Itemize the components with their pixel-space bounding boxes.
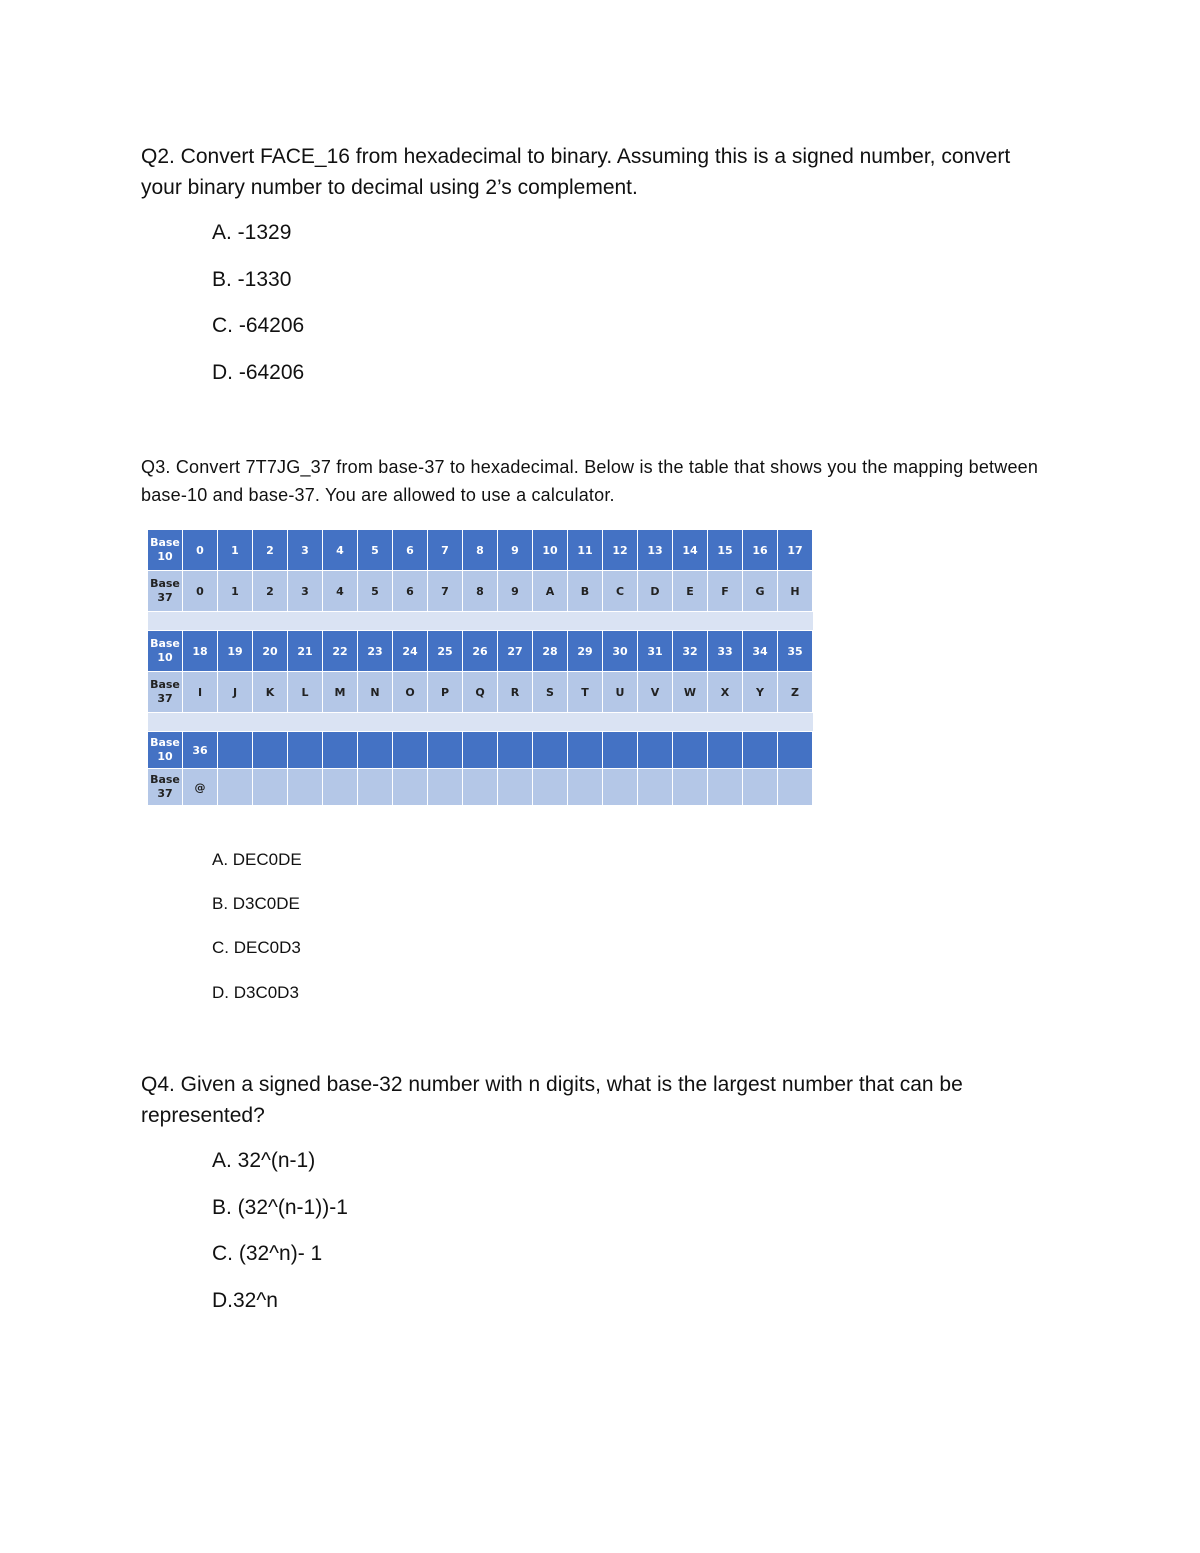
table-cell: 2 xyxy=(253,571,288,612)
table-cell: @ xyxy=(183,769,218,806)
table-cell xyxy=(603,732,638,769)
table-cell xyxy=(498,769,533,806)
table-cell: 6 xyxy=(393,530,428,571)
table-row xyxy=(148,631,813,672)
table-cell: 23 xyxy=(358,631,393,672)
table-cell xyxy=(708,769,743,806)
table-cell xyxy=(638,769,673,806)
table-cell xyxy=(568,732,603,769)
table-cell: 19 xyxy=(218,631,253,672)
table-cell: 26 xyxy=(463,631,498,672)
q2-option-a: A. -1329 xyxy=(212,221,292,244)
table-cell: 3 xyxy=(288,530,323,571)
table-row xyxy=(148,672,813,713)
q3-option-a: A. DEC0DE xyxy=(212,850,302,869)
table-cell: D xyxy=(638,571,673,612)
table-cell: 14 xyxy=(673,530,708,571)
row-header-base37: Base 37 xyxy=(148,571,183,612)
table-row xyxy=(148,530,813,571)
table-cell: 13 xyxy=(638,530,673,571)
table-cell xyxy=(743,732,778,769)
table-cell: 8 xyxy=(463,530,498,571)
table-cell xyxy=(603,769,638,806)
table-cell: 8 xyxy=(463,571,498,612)
table-cell: N xyxy=(358,672,393,713)
q4-option-b: B. (32^(n-1))-1 xyxy=(212,1196,348,1219)
table-cell: 31 xyxy=(638,631,673,672)
table-cell xyxy=(393,769,428,806)
table-cell: X xyxy=(708,672,743,713)
table-cell: K xyxy=(253,672,288,713)
base-mapping-table xyxy=(148,530,813,806)
table-cell: 32 xyxy=(673,631,708,672)
table-cell: 1 xyxy=(218,571,253,612)
table-cell: F xyxy=(708,571,743,612)
table-cell xyxy=(428,769,463,806)
table-cell: P xyxy=(428,672,463,713)
table-cell: A xyxy=(533,571,568,612)
q3-option-b: B. D3C0DE xyxy=(212,894,300,913)
table-cell: M xyxy=(323,672,358,713)
row-header-base37: Base 37 xyxy=(148,769,183,806)
row-header-base10: Base 10 xyxy=(148,530,183,571)
table-cell: 18 xyxy=(183,631,218,672)
table-cell: V xyxy=(638,672,673,713)
table-spacer-row xyxy=(148,713,813,732)
table-cell: 36 xyxy=(183,732,218,769)
table-cell: 0 xyxy=(183,530,218,571)
table-cell: S xyxy=(533,672,568,713)
table-cell xyxy=(428,732,463,769)
table-cell: B xyxy=(568,571,603,612)
table-row xyxy=(148,769,813,806)
q2-option-d: D. -64206 xyxy=(212,361,305,384)
table-cell: 33 xyxy=(708,631,743,672)
table-cell xyxy=(253,769,288,806)
table-cell: R xyxy=(498,672,533,713)
table-cell: 17 xyxy=(778,530,813,571)
q2-question: Q2. Convert FACE_16 from hexadecimal to binary. Assuming this is a signed number, convert your binary number to decimal using 2’s complement. xyxy=(141,145,1011,199)
table-cell: H xyxy=(778,571,813,612)
q3-option-d: D. D3C0D3 xyxy=(212,983,299,1002)
table-cell: 12 xyxy=(603,530,638,571)
table-cell xyxy=(323,769,358,806)
table-cell xyxy=(673,769,708,806)
table-cell: 30 xyxy=(603,631,638,672)
table-cell xyxy=(358,732,393,769)
table-cell: J xyxy=(218,672,253,713)
table-cell xyxy=(568,769,603,806)
q4-option-c: C. (32^n)- 1 xyxy=(212,1242,323,1265)
table-cell: G xyxy=(743,571,778,612)
q4-option-a: A. 32^(n-1) xyxy=(212,1149,316,1172)
table-cell xyxy=(533,732,568,769)
row-header-base10: Base 10 xyxy=(148,732,183,769)
table-cell: 3 xyxy=(288,571,323,612)
table-cell: 22 xyxy=(323,631,358,672)
table-cell xyxy=(393,732,428,769)
table-cell: 24 xyxy=(393,631,428,672)
table-cell: 0 xyxy=(183,571,218,612)
table-cell: 4 xyxy=(323,571,358,612)
table-cell xyxy=(638,732,673,769)
table-cell: 9 xyxy=(498,530,533,571)
table-cell: W xyxy=(673,672,708,713)
table-cell xyxy=(708,732,743,769)
table-cell xyxy=(218,732,253,769)
table-cell: 5 xyxy=(358,530,393,571)
table-cell: 10 xyxy=(533,530,568,571)
table-cell xyxy=(253,732,288,769)
table-cell xyxy=(288,732,323,769)
table-cell xyxy=(288,769,323,806)
table-cell: T xyxy=(568,672,603,713)
table-cell: 28 xyxy=(533,631,568,672)
table-cell: U xyxy=(603,672,638,713)
table-cell: 7 xyxy=(428,571,463,612)
q2-option-c: C. -64206 xyxy=(212,314,305,337)
table-cell: E xyxy=(673,571,708,612)
table-cell: 5 xyxy=(358,571,393,612)
q3-question: Q3. Convert 7T7JG_37 from base-37 to hexadecimal. Below is the table that shows you the mapping between base-10 and base-37. You are allowed to use a calculator. xyxy=(141,457,1039,505)
table-cell: C xyxy=(603,571,638,612)
table-cell: 25 xyxy=(428,631,463,672)
table-cell: I xyxy=(183,672,218,713)
table-cell xyxy=(358,769,393,806)
table-cell: L xyxy=(288,672,323,713)
q2-option-b: B. -1330 xyxy=(212,268,292,291)
table-cell: 2 xyxy=(253,530,288,571)
table-row xyxy=(148,732,813,769)
table-cell xyxy=(673,732,708,769)
table-cell: 16 xyxy=(743,530,778,571)
table-cell xyxy=(533,769,568,806)
row-header-base10: Base 10 xyxy=(148,631,183,672)
table-row xyxy=(148,571,813,612)
q4-option-d: D.32^n xyxy=(212,1289,278,1312)
table-cell: 15 xyxy=(708,530,743,571)
table-cell xyxy=(743,769,778,806)
table-cell: 4 xyxy=(323,530,358,571)
table-cell xyxy=(463,732,498,769)
table-cell xyxy=(498,732,533,769)
row-header-base37: Base 37 xyxy=(148,672,183,713)
table-cell: Z xyxy=(778,672,813,713)
table-spacer-row xyxy=(148,612,813,631)
table-cell: 35 xyxy=(778,631,813,672)
table-cell: O xyxy=(393,672,428,713)
table-cell: 21 xyxy=(288,631,323,672)
table-cell xyxy=(218,769,253,806)
table-cell xyxy=(323,732,358,769)
table-cell xyxy=(463,769,498,806)
table-cell: 9 xyxy=(498,571,533,612)
table-cell: 6 xyxy=(393,571,428,612)
table-cell: 1 xyxy=(218,530,253,571)
table-cell: 34 xyxy=(743,631,778,672)
table-cell xyxy=(778,732,813,769)
q4-question: Q4. Given a signed base-32 number with n digits, what is the largest number that can be represented? xyxy=(141,1073,963,1127)
table-cell: Y xyxy=(743,672,778,713)
table-cell: Q xyxy=(463,672,498,713)
table-cell: 11 xyxy=(568,530,603,571)
table-cell: 27 xyxy=(498,631,533,672)
table-cell xyxy=(778,769,813,806)
table-cell: 7 xyxy=(428,530,463,571)
table-cell: 20 xyxy=(253,631,288,672)
table-cell: 29 xyxy=(568,631,603,672)
q3-option-c: C. DEC0D3 xyxy=(212,938,301,957)
